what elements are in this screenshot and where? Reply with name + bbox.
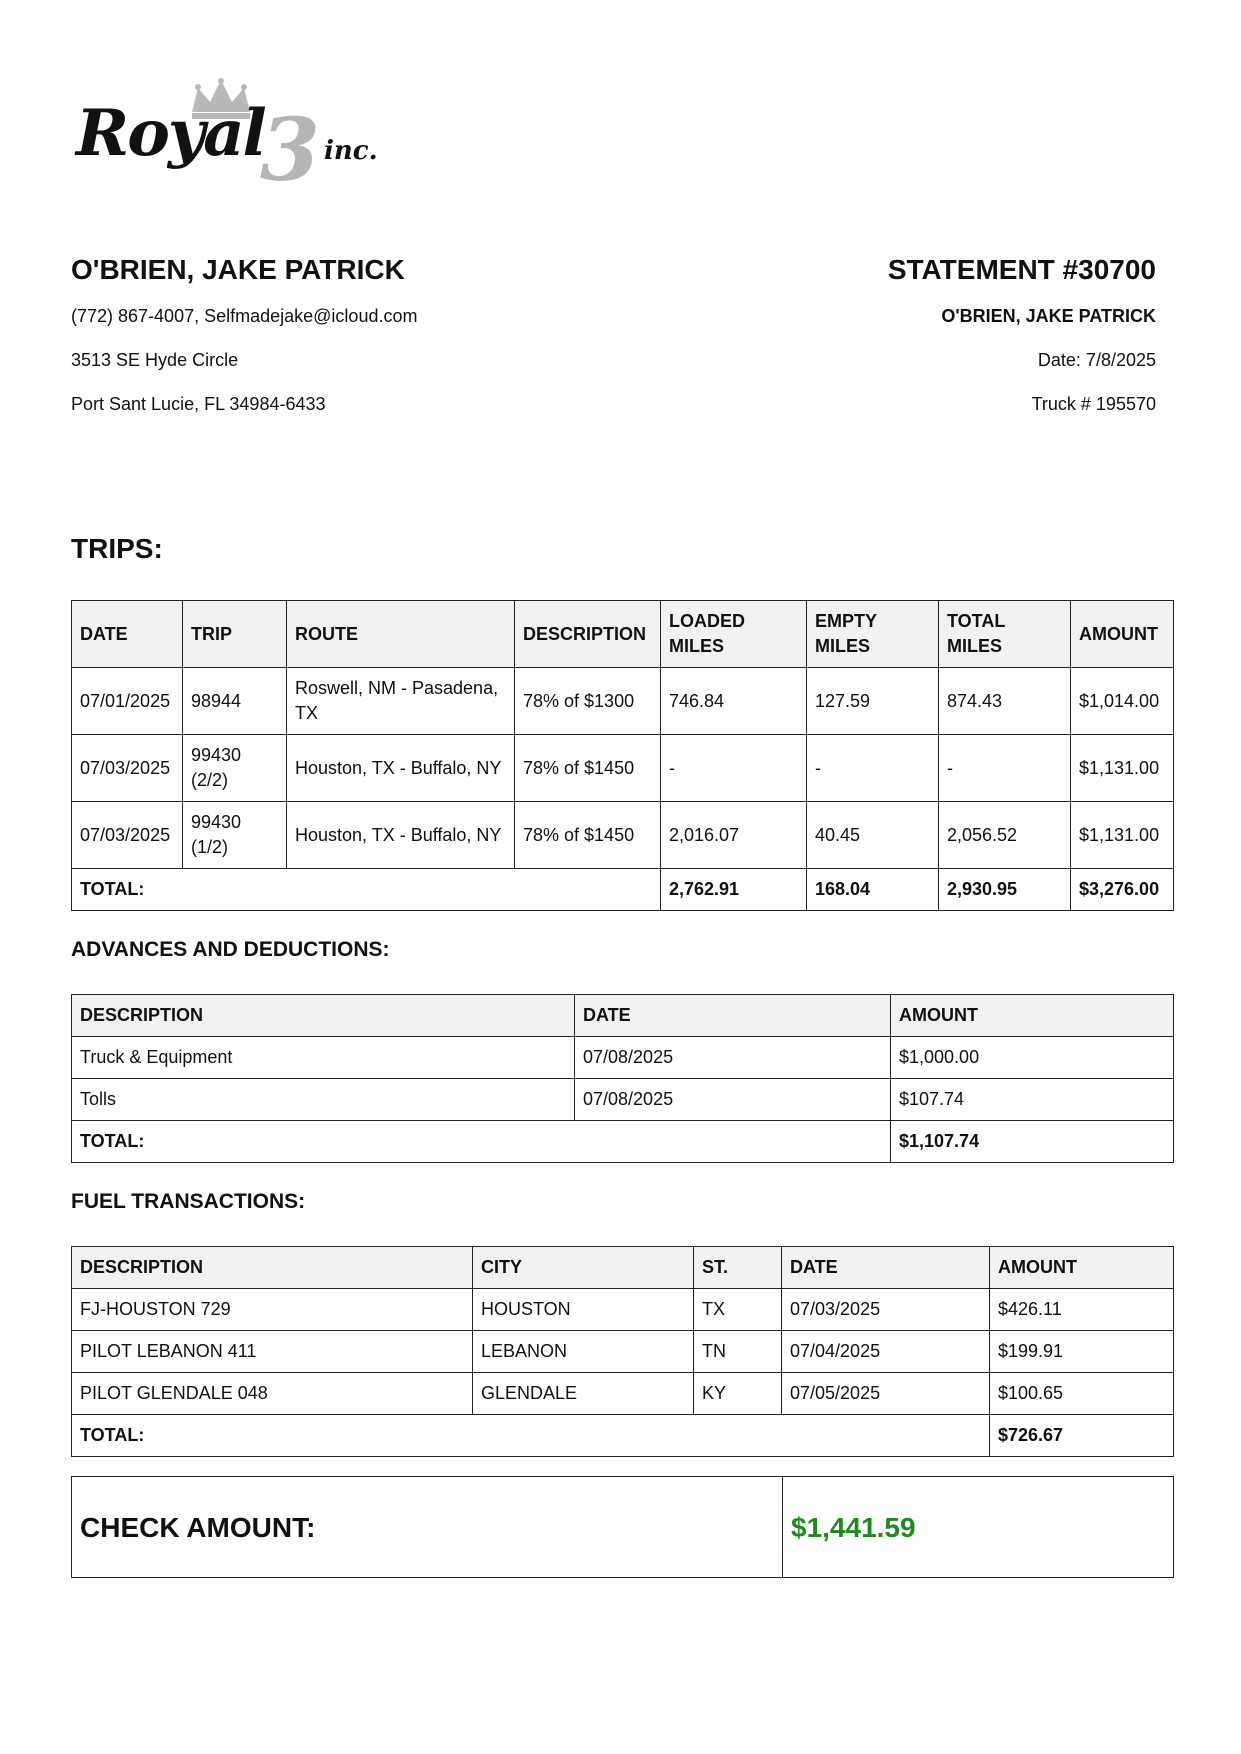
trip-amount: $1,131.00 — [1071, 802, 1174, 869]
trip-amount: $1,131.00 — [1071, 735, 1174, 802]
trip-description: 78% of $1450 — [515, 802, 661, 869]
logo-suffix: inc. — [324, 136, 378, 166]
fuel-city: LEBANON — [473, 1331, 694, 1373]
driver-contact: (772) 867-4007, Selfmadejake@icloud.com — [71, 306, 418, 326]
table-row — [72, 1079, 1174, 1121]
trip-amount: $1,014.00 — [1071, 668, 1174, 735]
driver-address-line1: 3513 SE Hyde Circle — [71, 350, 239, 370]
trip-description: 78% of $1300 — [515, 668, 661, 735]
table-header-row — [72, 601, 1174, 668]
trip-empty-miles: - — [807, 735, 939, 802]
header-cell: AMOUNT — [990, 1247, 1174, 1289]
trip-total-miles: 874.43 — [939, 668, 1071, 735]
trip-route: Roswell, NM - Pasadena, TX — [287, 668, 515, 735]
header-cell: ST. — [694, 1247, 782, 1289]
trip-loaded-miles: 746.84 — [661, 668, 807, 735]
header-cell: TRIP — [183, 601, 287, 668]
logo-number: 3 — [260, 100, 320, 201]
header-cell: AMOUNT — [1071, 601, 1174, 668]
total-amount: $1,107.74 — [891, 1121, 1174, 1163]
header-cell: DATE — [782, 1247, 990, 1289]
trip-number: 98944 — [183, 668, 287, 735]
header-cell: DESCRIPTION — [72, 995, 575, 1037]
advance-date: 07/08/2025 — [575, 1037, 891, 1079]
trip-empty-miles: 127.59 — [807, 668, 939, 735]
trip-total-miles: - — [939, 735, 1071, 802]
total-miles: 2,930.95 — [939, 869, 1071, 911]
total-row — [72, 869, 1174, 911]
check-amount-value: $1,441.59 — [783, 1477, 1174, 1578]
table-row — [72, 668, 1174, 735]
header-cell: AMOUNT — [891, 995, 1174, 1037]
header-cell: CITY — [473, 1247, 694, 1289]
trip-description: 78% of $1450 — [515, 735, 661, 802]
fuel-table — [71, 1246, 1174, 1457]
total-empty-miles: 168.04 — [807, 869, 939, 911]
advance-description: Tolls — [72, 1079, 575, 1121]
table-row — [72, 1373, 1174, 1415]
total-label: TOTAL: — [72, 1415, 990, 1457]
total-loaded-miles: 2,762.91 — [661, 869, 807, 911]
driver-address-line2: Port Sant Lucie, FL 34984-6433 — [71, 394, 326, 414]
total-amount: $3,276.00 — [1071, 869, 1174, 911]
fuel-title: FUEL TRANSACTIONS: — [71, 1190, 306, 1213]
statement-info — [596, 250, 1156, 426]
fuel-state: TN — [694, 1331, 782, 1373]
total-label: TOTAL: — [72, 1121, 891, 1163]
fuel-description: PILOT LEBANON 411 — [72, 1331, 473, 1373]
trip-loaded-miles: 2,016.07 — [661, 802, 807, 869]
total-amount: $726.67 — [990, 1415, 1174, 1457]
trip-route: Houston, TX - Buffalo, NY — [287, 802, 515, 869]
trip-route: Houston, TX - Buffalo, NY — [287, 735, 515, 802]
check-row — [72, 1477, 1174, 1578]
table-row — [72, 1331, 1174, 1373]
fuel-date: 07/04/2025 — [782, 1331, 990, 1373]
fuel-city: HOUSTON — [473, 1289, 694, 1331]
header-cell: DATE — [575, 995, 891, 1037]
trip-loaded-miles: - — [661, 735, 807, 802]
table-header-row — [72, 995, 1174, 1037]
fuel-amount: $100.65 — [990, 1373, 1174, 1415]
fuel-state: KY — [694, 1373, 782, 1415]
fuel-description: FJ-HOUSTON 729 — [72, 1289, 473, 1331]
statement-date: Date: 7/8/2025 — [1037, 350, 1156, 370]
advance-amount: $1,000.00 — [891, 1037, 1174, 1079]
trip-number: 99430 (2/2) — [183, 735, 287, 802]
table-row — [72, 802, 1174, 869]
advances-table — [71, 994, 1174, 1163]
fuel-amount: $426.11 — [990, 1289, 1174, 1331]
advances-title: ADVANCES AND DEDUCTIONS: — [71, 938, 390, 961]
check-amount-label: CHECK AMOUNT: — [72, 1477, 783, 1578]
advance-amount: $107.74 — [891, 1079, 1174, 1121]
logo-wordmark: Royal — [76, 96, 265, 171]
total-label: TOTAL: — [72, 869, 661, 911]
trips-title: TRIPS: — [71, 533, 163, 564]
fuel-date: 07/03/2025 — [782, 1289, 990, 1331]
company-logo — [76, 78, 386, 201]
table-row — [72, 1289, 1174, 1331]
header-cell: LOADED MILES — [661, 601, 807, 668]
statement-truck: Truck # 195570 — [1031, 394, 1156, 414]
table-row — [72, 1037, 1174, 1079]
trip-date: 07/03/2025 — [72, 735, 183, 802]
advance-description: Truck & Equipment — [72, 1037, 575, 1079]
trip-empty-miles: 40.45 — [807, 802, 939, 869]
check-amount-table — [71, 1476, 1174, 1578]
statement-title: STATEMENT #30700 — [887, 254, 1156, 285]
fuel-state: TX — [694, 1289, 782, 1331]
fuel-description: PILOT GLENDALE 048 — [72, 1373, 473, 1415]
advance-date: 07/08/2025 — [575, 1079, 891, 1121]
header-cell: DATE — [72, 601, 183, 668]
table-row — [72, 735, 1174, 802]
header-cell: DESCRIPTION — [515, 601, 661, 668]
statement-name: O'BRIEN, JAKE PATRICK — [941, 306, 1156, 326]
fuel-city: GLENDALE — [473, 1373, 694, 1415]
header-cell: ROUTE — [287, 601, 515, 668]
trip-date: 07/01/2025 — [72, 668, 183, 735]
trip-total-miles: 2,056.52 — [939, 802, 1071, 869]
total-row — [72, 1415, 1174, 1457]
table-header-row — [72, 1247, 1174, 1289]
driver-info — [71, 250, 631, 426]
trip-date: 07/03/2025 — [72, 802, 183, 869]
header-cell: EMPTY MILES — [807, 601, 939, 668]
fuel-date: 07/05/2025 — [782, 1373, 990, 1415]
header-cell: DESCRIPTION — [72, 1247, 473, 1289]
trips-table — [71, 600, 1174, 911]
header-cell: TOTAL MILES — [939, 601, 1071, 668]
trip-number: 99430 (1/2) — [183, 802, 287, 869]
driver-name: O'BRIEN, JAKE PATRICK — [71, 254, 405, 285]
fuel-amount: $199.91 — [990, 1331, 1174, 1373]
total-row — [72, 1121, 1174, 1163]
